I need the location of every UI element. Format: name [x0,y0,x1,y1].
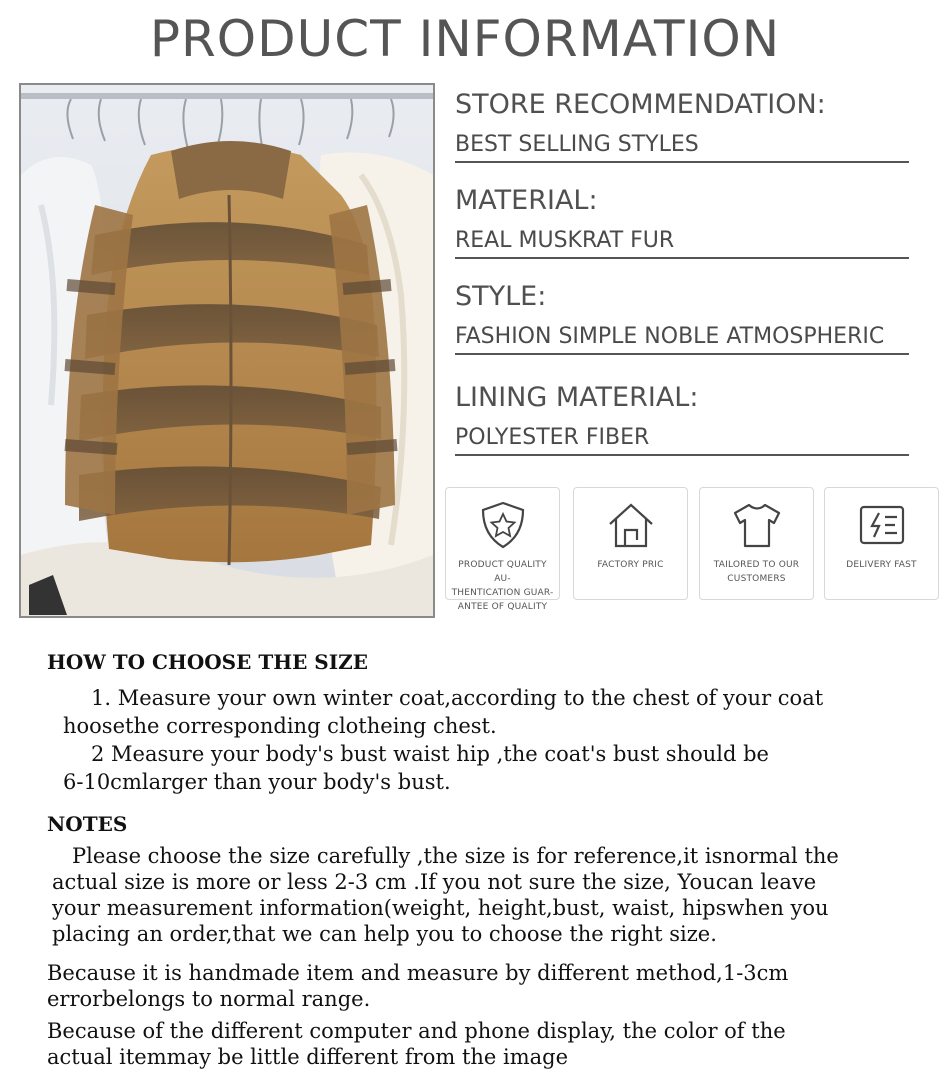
spec-label: STYLE: [455,281,547,312]
fast-delivery-icon [857,500,907,550]
spec-value: REAL MUSKRAT FUR [455,228,909,259]
notes-line: Please choose the size carefully ,the size is for reference,it isnormal the [72,844,839,868]
fur-coat-illustration [21,85,433,616]
size-guide-line: 2 Measure your body's bust waist hip ,the coat's bust should be [91,742,769,766]
notes-line: actual itemmay be little different from the image [47,1045,569,1069]
notes-line: actual size is more or less 2-3 cm .If you not sure the size, Youcan leave [52,870,817,894]
notes-line: Because it is handmade item and measure by different method,1-3cm [47,961,789,985]
feature-label: FACTORY PRIC [597,560,664,570]
spec-style [455,281,909,355]
notes-line: your measurement information(weight, height,bust, waist, hipswhen you [52,896,829,920]
product-photo [19,83,435,618]
factory-house-icon [606,500,656,550]
feature-label: DELIVERY FAST [846,560,917,570]
feature-tailored [699,487,814,600]
feature-label: TAILORED TO OUR CUSTOMERS [713,560,800,584]
size-guide-line: 6-10cmlarger than your body's bust. [63,770,451,794]
spec-value: BEST SELLING STYLES [455,132,909,163]
spec-label: MATERIAL: [455,185,598,216]
notes-line: Because of the different computer and phone display, the color of the [47,1019,786,1043]
spec-label: STORE RECOMMENDATION: [455,89,826,120]
spec-value: FASHION SIMPLE NOBLE ATMOSPHERIC [455,324,909,355]
feature-badges [445,487,945,612]
feature-factory-price [573,487,688,600]
feature-label: PRODUCT QUALITY AU- THENTICATION GUAR- ANTEE OF QUALITY [451,560,554,612]
tshirt-icon [732,500,782,550]
spec-value: POLYESTER FIBER [455,425,909,456]
spec-store-recommendation [455,89,909,163]
spec-lining-material [455,382,909,456]
size-guide-line: 1. Measure your own winter coat,according to the chest of your coat [91,686,824,710]
size-guide-line: hoosethe corresponding clotheing chest. [63,714,497,738]
notes-line: errorbelongs to normal range. [47,987,371,1011]
page-title: PRODUCT INFORMATION [149,10,781,68]
spec-label: LINING MATERIAL: [455,382,699,413]
size-guide-heading: HOW TO CHOOSE THE SIZE [47,650,368,674]
feature-quality [445,487,560,612]
spec-material [455,185,909,259]
feature-delivery [824,487,939,600]
star-shield-icon [478,500,528,550]
notes-line: placing an order,that we can help you to choose the right size. [52,922,717,946]
notes-heading: NOTES [47,812,128,836]
